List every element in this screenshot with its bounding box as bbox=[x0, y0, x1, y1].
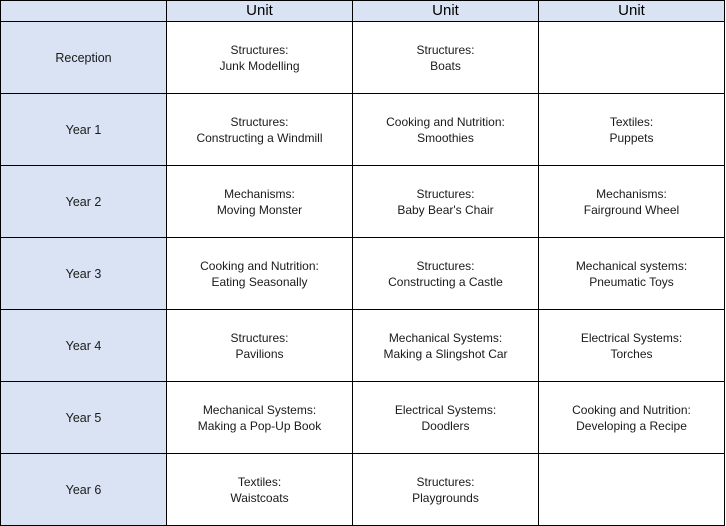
year-label: Year 2 bbox=[1, 166, 167, 238]
unit-cell bbox=[539, 382, 725, 454]
unit-cell bbox=[353, 94, 539, 166]
unit-cell bbox=[167, 166, 353, 238]
unit-category: Cooking and Nutrition: bbox=[386, 114, 505, 129]
unit-cell bbox=[539, 310, 725, 382]
header-row bbox=[1, 1, 725, 22]
unit-cell bbox=[353, 382, 539, 454]
unit-category: Structures: bbox=[416, 258, 475, 273]
unit-cell bbox=[167, 454, 353, 526]
unit-cell bbox=[353, 22, 539, 94]
unit-category: Electrical Systems: bbox=[580, 330, 683, 345]
unit-project: Doodlers bbox=[421, 418, 470, 433]
unit-cell bbox=[167, 22, 353, 94]
unit-cell bbox=[167, 238, 353, 310]
header-unit-2: Unit bbox=[353, 1, 539, 22]
unit-project: Fairground Wheel bbox=[583, 202, 680, 217]
unit-category: Structures: bbox=[416, 42, 475, 57]
unit-project: Junk Modelling bbox=[219, 58, 300, 73]
unit-project: Making a Pop-Up Book bbox=[197, 418, 322, 433]
unit-project: Pneumatic Toys bbox=[589, 274, 674, 289]
table-row bbox=[1, 310, 725, 382]
unit-category: Mechanisms: bbox=[224, 186, 295, 201]
unit-category: Structures: bbox=[230, 114, 289, 129]
unit-project: Baby Bear's Chair bbox=[397, 202, 494, 217]
unit-cell bbox=[539, 22, 725, 94]
unit-cell bbox=[167, 94, 353, 166]
unit-project: Puppets bbox=[609, 130, 654, 145]
table-row bbox=[1, 22, 725, 94]
unit-category: Mechanical Systems: bbox=[388, 330, 503, 345]
table-row bbox=[1, 94, 725, 166]
year-label: Year 3 bbox=[1, 238, 167, 310]
unit-category: Electrical Systems: bbox=[394, 402, 497, 417]
unit-category: Mechanical systems: bbox=[575, 258, 688, 273]
table-row bbox=[1, 382, 725, 454]
unit-project: Constructing a Castle bbox=[388, 274, 503, 289]
unit-category: Textiles: bbox=[609, 114, 654, 129]
unit-cell bbox=[353, 166, 539, 238]
unit-cell bbox=[539, 94, 725, 166]
unit-cell bbox=[539, 454, 725, 526]
unit-cell bbox=[167, 310, 353, 382]
table-row bbox=[1, 166, 725, 238]
header-unit-3: Unit bbox=[539, 1, 725, 22]
unit-cell bbox=[167, 382, 353, 454]
year-label: Year 5 bbox=[1, 382, 167, 454]
unit-category: Cooking and Nutrition: bbox=[200, 258, 319, 273]
unit-category: Structures: bbox=[416, 474, 475, 489]
unit-category: Structures: bbox=[230, 330, 289, 345]
unit-project: Playgrounds bbox=[412, 490, 479, 505]
table-row bbox=[1, 238, 725, 310]
year-label: Year 1 bbox=[1, 94, 167, 166]
table-row bbox=[1, 454, 725, 526]
header-corner-cell bbox=[1, 1, 167, 22]
unit-cell bbox=[353, 454, 539, 526]
year-label: Year 6 bbox=[1, 454, 167, 526]
unit-project: Making a Slingshot Car bbox=[383, 346, 508, 361]
unit-cell bbox=[353, 238, 539, 310]
unit-cell bbox=[539, 166, 725, 238]
unit-project: Eating Seasonally bbox=[211, 274, 308, 289]
unit-category: Mechanical Systems: bbox=[202, 402, 317, 417]
unit-cell bbox=[353, 310, 539, 382]
year-label: Year 4 bbox=[1, 310, 167, 382]
unit-category: Textiles: bbox=[237, 474, 282, 489]
header-unit-1: Unit bbox=[167, 1, 353, 22]
unit-category: Cooking and Nutrition: bbox=[572, 402, 691, 417]
unit-project: Constructing a Windmill bbox=[196, 130, 323, 145]
unit-project: Moving Monster bbox=[216, 202, 303, 217]
unit-project: Boats bbox=[430, 58, 461, 73]
unit-project: Pavilions bbox=[235, 346, 284, 361]
unit-cell bbox=[539, 238, 725, 310]
unit-category: Structures: bbox=[416, 186, 475, 201]
unit-project: Torches bbox=[610, 346, 653, 361]
unit-category: Mechanisms: bbox=[596, 186, 667, 201]
unit-project: Smoothies bbox=[417, 130, 474, 145]
unit-category: Structures: bbox=[230, 42, 289, 57]
unit-project: Developing a Recipe bbox=[576, 418, 687, 433]
unit-project: Waistcoats bbox=[230, 490, 289, 505]
year-label: Reception bbox=[1, 22, 167, 94]
